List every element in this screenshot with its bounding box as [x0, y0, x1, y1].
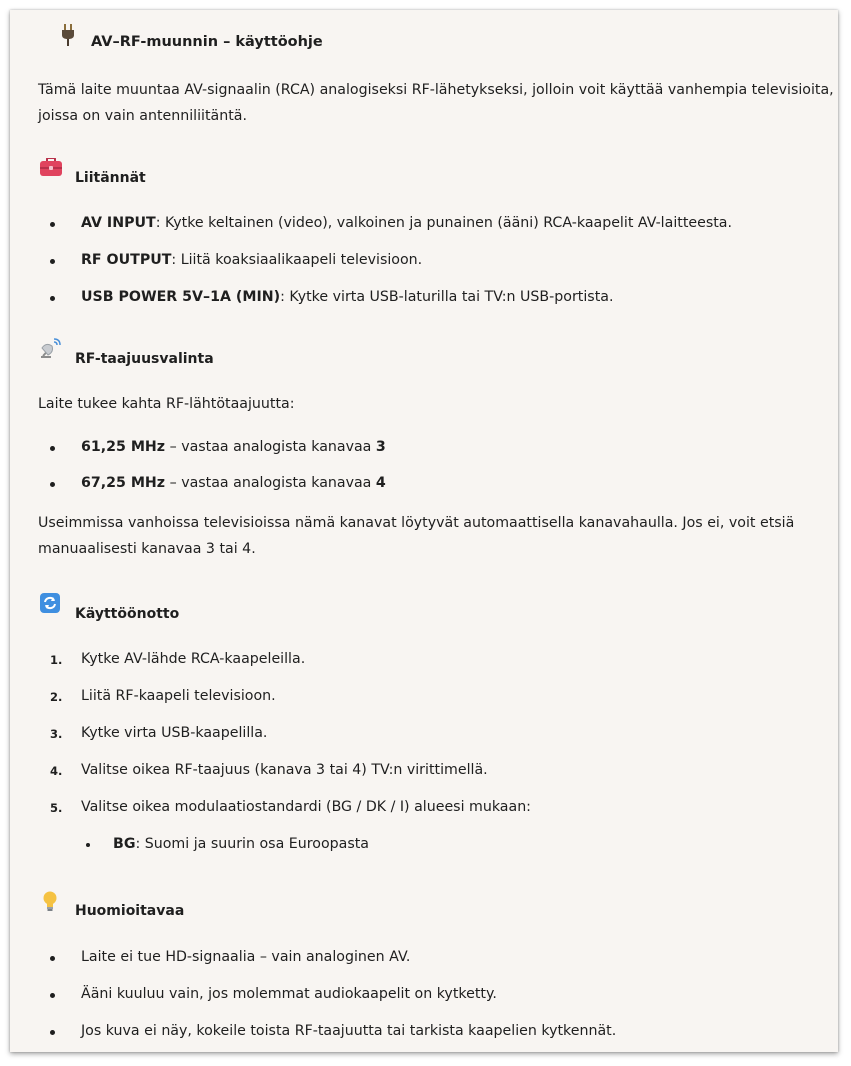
list-item: Ääni kuuluu vain, jos molemmat audiokaapelit on kytketty. — [81, 986, 497, 1002]
list-item-text: – vastaa analogista kanavaa — [165, 439, 376, 455]
bullet — [50, 259, 55, 264]
bullet — [50, 222, 55, 227]
list-item-label: RF OUTPUT — [81, 252, 172, 268]
light-bulb-icon — [43, 891, 57, 913]
document-card — [10, 10, 838, 1052]
list-item-text: : Liitä koaksiaalikaapeli televisioon. — [171, 252, 423, 268]
sub-list-item — [113, 836, 369, 852]
sub-list-item-text: : Suomi ja suurin osa Euroopasta — [135, 836, 369, 852]
bullet — [50, 1030, 55, 1035]
plug-icon — [60, 24, 76, 46]
frequency-value: 67,25 MHz — [81, 475, 166, 491]
list-item — [81, 475, 386, 491]
bullet — [50, 956, 55, 961]
step-text: Kytke virta USB-kaapelilla. — [81, 725, 268, 741]
bullet — [50, 482, 55, 487]
step-number: 3. — [50, 727, 63, 741]
list-item — [81, 215, 732, 231]
list-item-text: : Kytke keltainen (video), valkoinen ja punainen (ääni) RCA-kaapelit AV-laitteesta. — [155, 215, 733, 231]
channel-number: 4 — [375, 475, 386, 491]
page-title: AV–RF-muunnin – käyttöohje — [91, 34, 323, 50]
frequency-intro: Laite tukee kahta RF-lähtötaajuutta: — [38, 396, 295, 412]
frequency-note: Useimmissa vanhoissa televisioissa nämä kanavat löytyvät automaattisella kanavahaulla. Jos ei, voit etsiä manuaalisesti kanavaa 3 tai 4. — [38, 515, 795, 557]
sub-bullet — [86, 843, 90, 847]
intro-paragraph: Tämä laite muuntaa AV-signaalin (RCA) analogiseksi RF-lähetykseksi, jolloin voit käyttää vanhempia televisioita, joissa on vain antenniliitäntä. — [38, 82, 834, 124]
list-item: Laite ei tue HD-signaalia – vain analoginen AV. — [81, 949, 411, 965]
list-item: Jos kuva ei näy, kokeile toista RF-taajuutta tai tarkista kaapelien kytkennät. — [81, 1023, 617, 1039]
frequency-value: 61,25 MHz — [81, 439, 166, 455]
bullet — [50, 296, 55, 301]
toolbox-icon — [40, 158, 62, 176]
list-item-text: – vastaa analogista kanavaa — [165, 475, 376, 491]
step-number: 4. — [50, 764, 63, 778]
list-item — [81, 252, 422, 268]
step-text: Liitä RF-kaapeli televisioon. — [81, 688, 276, 704]
step-number: 1. — [50, 653, 63, 667]
list-item-text: : Kytke virta USB-laturilla tai TV:n USB-portista. — [280, 289, 614, 305]
satellite-antenna-icon — [40, 337, 62, 359]
list-item — [81, 289, 613, 305]
refresh-icon — [40, 593, 60, 613]
step-number: 2. — [50, 690, 63, 704]
list-item-label: AV INPUT — [81, 215, 156, 231]
bullet — [50, 993, 55, 998]
section-heading-notes: Huomioitavaa — [75, 903, 185, 919]
section-heading-frequency: RF-taajuusvalinta — [75, 351, 214, 367]
step-text: Kytke AV-lähde RCA-kaapeleilla. — [81, 651, 306, 667]
list-item-label: USB POWER 5V–1A (MIN) — [81, 289, 281, 305]
bullet — [50, 446, 55, 451]
list-item — [81, 439, 386, 455]
sub-list-item-label: BG — [113, 836, 136, 852]
step-text: Valitse oikea modulaatiostandardi (BG / DK / I) alueesi mukaan: — [81, 799, 531, 815]
step-text: Valitse oikea RF-taajuus (kanava 3 tai 4) TV:n virittimellä. — [81, 762, 488, 778]
channel-number: 3 — [375, 439, 386, 455]
section-heading-setup: Käyttöönotto — [75, 606, 180, 622]
section-heading-connections: Liitännät — [75, 170, 146, 186]
step-number: 5. — [50, 801, 63, 815]
